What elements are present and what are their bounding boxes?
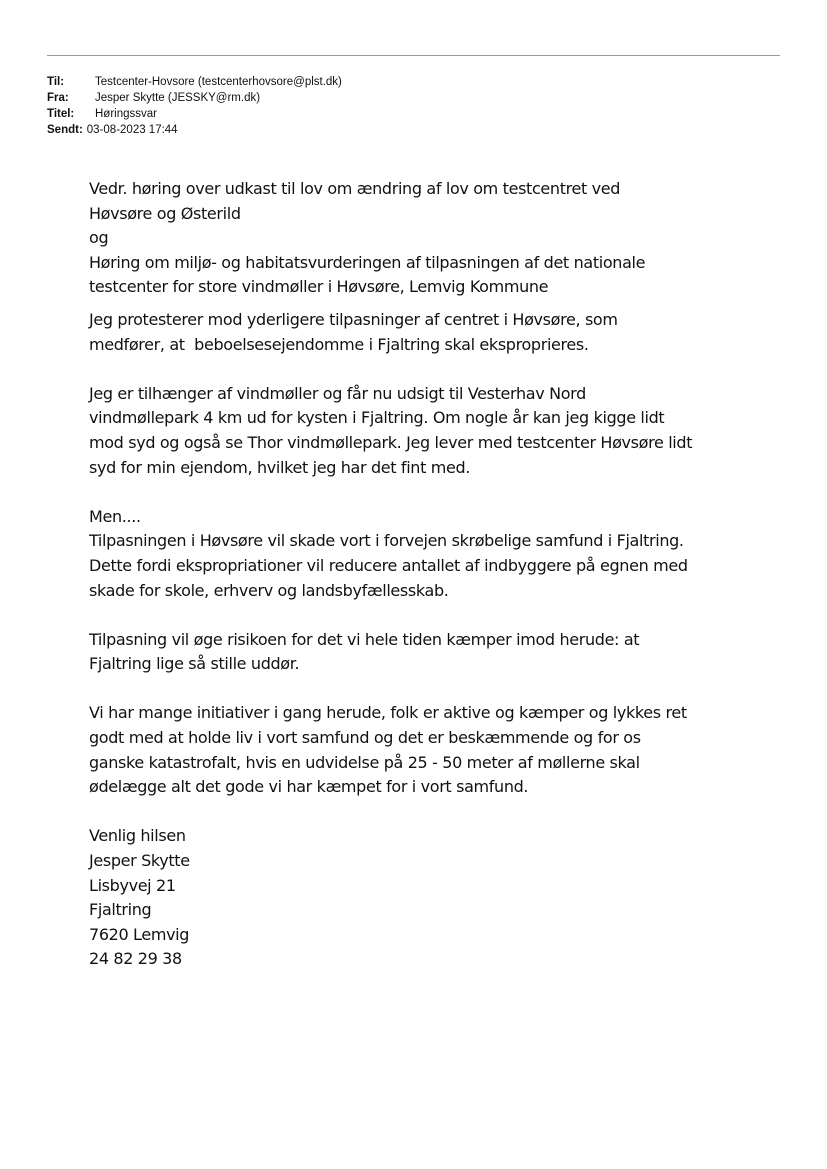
body-line: skade for skole, erhverv og landsbyfællesskab. — [89, 580, 449, 600]
signature-line: Jesper Skytte — [89, 851, 190, 871]
body-line: Vi har mange initiativer i gang herude, folk er aktive og kæmper og lykkes ret — [89, 703, 687, 723]
header-divider — [47, 55, 780, 56]
body-line: syd for min ejendom, hvilket jeg har det fint med. — [89, 457, 471, 477]
body-line: testcenter for store vindmøller i Høvsøre, Lemvig Kommune — [89, 277, 549, 297]
body-line: Jeg er tilhænger af vindmøller og får nu udsigt til Vesterhav Nord — [89, 383, 586, 403]
to-value: Testcenter-Hovsore (testcenterhovsore@plst.dk) — [95, 76, 342, 88]
body-line: Tilpasningen i Høvsøre vil skade vort i forvejen skrøbelige samfund i Fjaltring. — [89, 531, 684, 551]
subject-paragraph — [89, 177, 779, 300]
body-line: Vedr. høring over udkast til lov om ændring af lov om testcentret ved — [89, 179, 621, 198]
signature-line: 7620 Lemvig — [89, 924, 190, 944]
signature-line: Venlig hilsen — [89, 826, 186, 846]
title-value: Høringssvar — [95, 108, 157, 120]
from-value: Jesper Skytte (JESSKY@rm.dk) — [95, 92, 261, 104]
initiative-paragraph — [89, 701, 779, 799]
body-line: vindmøllepark 4 km ud for kysten i Fjaltring. Om nogle år kan jeg kigge lidt — [89, 408, 665, 428]
body-line: ganske katastrofalt, hvis en udvidelse på 25 - 50 meter af møllerne skal — [89, 752, 640, 772]
body-line: ødelægge alt det gode vi har kæmpet for i vort samfund. — [89, 777, 529, 797]
protest-paragraph — [89, 308, 779, 357]
body-line: medfører, at beboelsesejendomme i Fjaltring skal eksproprieres. — [89, 334, 589, 354]
sent-value: 03-08-2023 17:44 — [86, 124, 178, 136]
body-line: Tilpasning vil øge risikoen for det vi hele tiden kæmper imod herude: at — [89, 629, 640, 649]
email-header — [47, 74, 342, 138]
body-line: Høvsøre og Østerild — [89, 203, 241, 223]
sent-row — [47, 122, 342, 138]
signature-line: Lisbyvej 21 — [89, 875, 176, 895]
to-row — [47, 74, 342, 90]
signature-line: 24 82 29 38 — [89, 949, 182, 969]
but-paragraph — [89, 505, 779, 603]
title-label: Titel: — [47, 108, 75, 120]
body-line: Dette fordi ekspropriationer vil reducere antallet af indbyggere på egnen med — [89, 555, 688, 575]
from-row — [47, 90, 342, 106]
signature-line: Fjaltring — [89, 900, 152, 920]
body-line: godt med at holde liv i vort samfund og det er beskæmmende og for os — [89, 728, 641, 748]
supporter-paragraph — [89, 382, 779, 480]
email-body — [89, 177, 779, 972]
body-line: Fjaltring lige så stille uddør. — [89, 654, 300, 674]
title-row — [47, 106, 342, 122]
body-line: Jeg protesterer mod yderligere tilpasninger af centret i Høvsøre, som — [89, 309, 618, 329]
risk-paragraph — [89, 628, 779, 677]
from-label: Fra: — [47, 92, 69, 104]
signature-block — [89, 824, 779, 972]
sent-label: Sendt: — [47, 124, 83, 136]
body-line: og — [89, 228, 109, 248]
body-line: mod syd og også se Thor vindmøllepark. Jeg lever med testcenter Høvsøre lidt — [89, 432, 693, 452]
body-line: Høring om miljø- og habitatsvurderingen af tilpasningen af det nationale — [89, 252, 646, 272]
to-label: Til: — [47, 76, 65, 88]
body-line: Men.... — [89, 506, 141, 526]
